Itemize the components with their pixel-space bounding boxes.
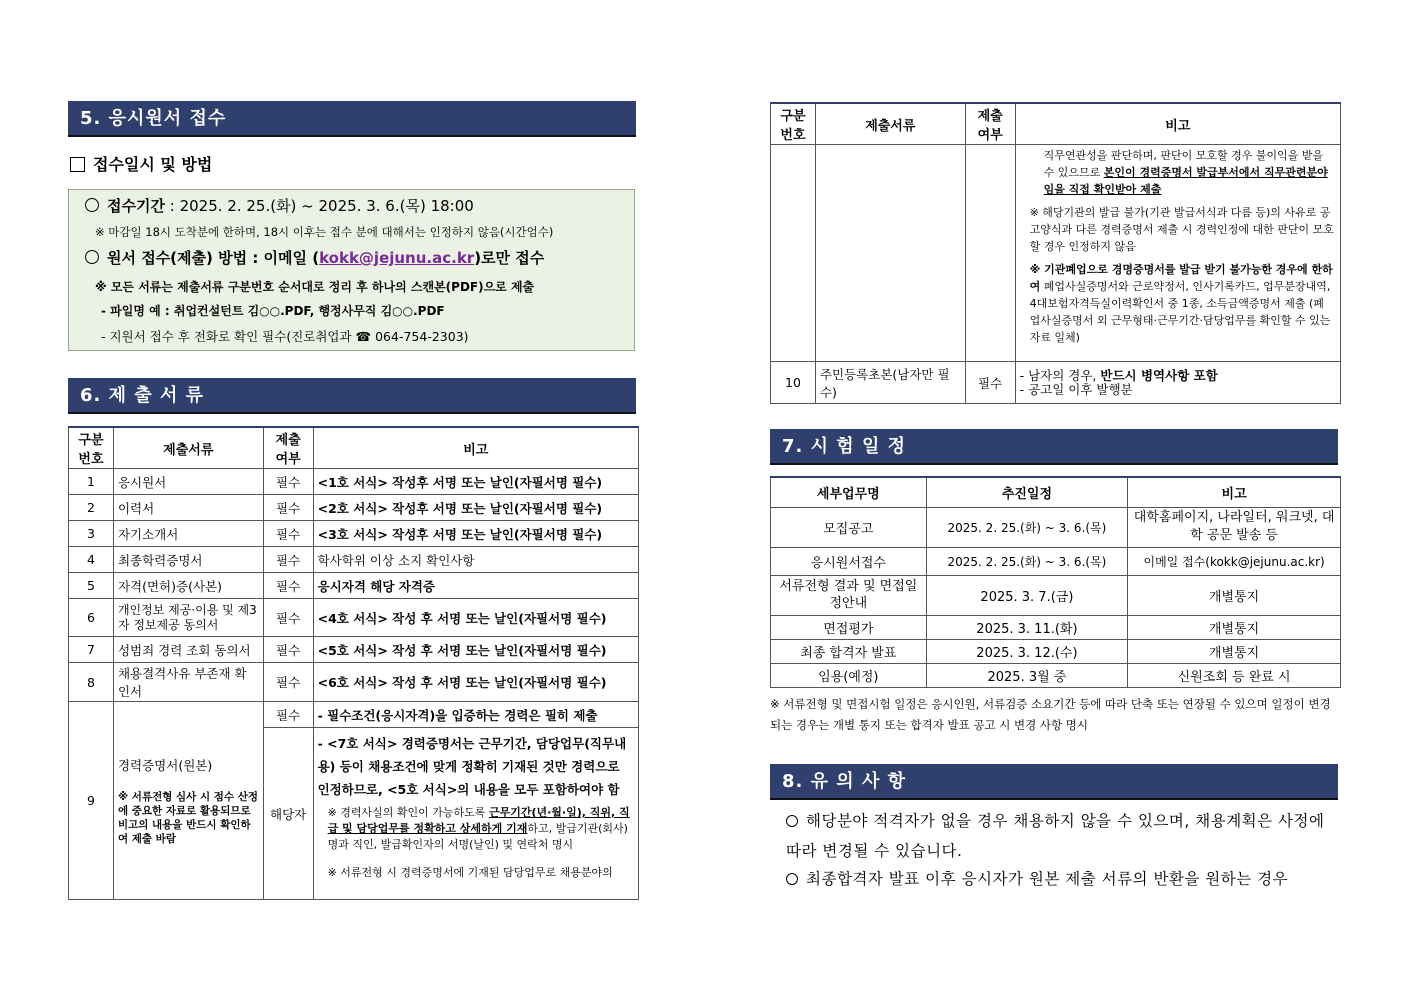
cell-no: 3	[69, 521, 114, 547]
table-row	[771, 663, 1341, 687]
cell-doc: 채용결격사유 부존재 확인서	[113, 663, 263, 702]
cell-req: 필수	[263, 637, 313, 663]
table-row	[771, 639, 1341, 663]
cell-no: 5	[69, 573, 114, 599]
period-label: 접수기간	[107, 197, 165, 215]
period-line	[85, 195, 474, 216]
cell-date: 2025. 2. 25.(화) ~ 3. 6.(목)	[926, 547, 1128, 575]
table-row	[69, 663, 639, 702]
cell-no: 8	[69, 663, 114, 702]
cell-no: 4	[69, 547, 114, 573]
cell-remark: 개별통지	[1128, 615, 1341, 639]
cell-no: 2	[69, 495, 114, 521]
section-6-header: 6. 제 출 서 류	[68, 378, 636, 414]
header-note: 비고	[1015, 103, 1340, 145]
header-note: 비고	[313, 427, 638, 469]
method-post: )로만 접수	[474, 249, 545, 267]
header-doc: 제출서류	[113, 427, 263, 469]
cell-doc: 자기소개서	[113, 521, 263, 547]
cell-remark: 신원조회 등 완료 시	[1128, 663, 1341, 687]
row9-doc-note: ※ 서류전형 심사 시 점수 산정에 중요한 자료로 활용되므로 비고의 내용을 반드시 확인하여 제출 바람	[117, 790, 258, 845]
cell-note: <3호 서식> 작성후 서명 또는 날인(자필서명 필수)	[313, 521, 638, 547]
table-row	[69, 637, 639, 663]
table-row	[771, 362, 1341, 404]
cell-doc	[815, 145, 965, 362]
cell-date: 2025. 2. 25.(화) ~ 3. 6.(목)	[926, 507, 1128, 547]
circle-bullet-icon	[786, 873, 798, 885]
cell-no: 1	[69, 469, 114, 495]
note-1: ※ 모든 서류는 제출서류 구분번호 순서대로 정리 후 하나의 스캔본(PDF)으로 제출	[95, 280, 535, 294]
row9-note3b: 근무기간(년·월·일), 직위, 직급 및 담당업무를 정확하고 상세하게 기재	[327, 806, 630, 835]
row10-note1a: - 남자의 경우,	[1019, 367, 1097, 383]
cell-req: 필수	[965, 362, 1015, 404]
cell-note	[313, 728, 638, 900]
cell-no: 6	[69, 599, 114, 637]
cell-req: 필수	[263, 495, 313, 521]
schedule-note: ※ 서류전형 및 면접시험 일정은 응시인원, 서류검증 소요기간 등에 따라 단축 또는 연장될 수 있으며 일정이 변경되는 경우는 개별 통지 또는 합격자 발표 공고 시 변경 사항 명시	[770, 697, 1331, 732]
row9-note3a: ※ 경력사실의 확인이 가능하도록	[327, 806, 486, 819]
cont-p1	[1030, 147, 1334, 198]
cell-date: 2025. 3. 11.(화)	[926, 615, 1128, 639]
email-link[interactable]: kokk@jejunu.ac.kr	[319, 249, 475, 267]
row10-note1	[1020, 369, 1336, 383]
cell-doc: 주민등록초본(남자만 필수)	[815, 362, 965, 404]
period-value: : 2025. 2. 25.(화) ~ 2025. 3. 6.(목) 18:00	[169, 197, 474, 215]
method-label: 원서 접수(제출) 방법	[107, 249, 248, 267]
cell-note: <5호 서식> 작성 후 서명 또는 날인(자필서명 필수)	[313, 637, 638, 663]
header-no: 구분 번호	[771, 103, 816, 145]
caution-item-2	[786, 864, 1346, 894]
table-row	[69, 469, 639, 495]
cell-task: 응시원서접수	[771, 547, 927, 575]
cell-note	[1015, 145, 1340, 362]
header-task: 세부업무명	[771, 477, 927, 507]
row9-note4: ※ 서류전형 시 경력증명서에 기재된 담당업무로 채용분야의	[327, 866, 613, 879]
header-doc: 제출서류	[815, 103, 965, 145]
table-row	[69, 495, 639, 521]
row9-doc-title: 경력증명서(원본)	[117, 757, 213, 773]
cell-remark: 개별통지	[1128, 639, 1341, 663]
cell-task: 최종 합격자 발표	[771, 639, 927, 663]
circle-bullet-icon	[85, 198, 99, 212]
circle-bullet-icon	[85, 250, 99, 264]
cell-remark: 개별통지	[1128, 575, 1341, 615]
cell-date: 2025. 3월 중	[926, 663, 1128, 687]
cell-note	[1015, 362, 1340, 404]
cell-doc: 개인정보 제공·이용 및 제3자 정보제공 동의서	[113, 599, 263, 637]
checkbox-icon	[70, 157, 85, 172]
cont-p3	[1030, 261, 1334, 346]
reception-info-box	[68, 189, 635, 351]
cell-note: <6호 서식> 작성 후 서명 또는 날인(자필서명 필수)	[313, 663, 638, 702]
cell-req: 필수	[263, 547, 313, 573]
cell-note: 응시자격 해당 자격증	[313, 573, 638, 599]
section-7-header: 7. 시 험 일 정	[770, 429, 1338, 465]
cell-remark: 대학홈페이지, 나라일터, 워크넷, 대학 공문 발송 등	[1128, 507, 1341, 547]
cell-req: 필수	[263, 663, 313, 702]
table-row	[69, 702, 639, 728]
header-no: 구분 번호	[69, 427, 114, 469]
cell-doc: 최종학력증명서	[113, 547, 263, 573]
method-line	[85, 247, 544, 268]
cell-req: 해당자	[263, 728, 313, 900]
cont-p3b: 폐업사실증명서와 근로약정서, 인사기록카드, 업무분장내역, 4대보험자격득실이력확인서 중 1종, 소득금액증명서 제출 (폐업사실증명서 외 근무형태·근무기간·담당업무를 확인할 수 있는 자료 일체)	[1029, 280, 1331, 344]
header-remark: 비고	[1128, 477, 1341, 507]
circle-bullet-icon	[786, 815, 798, 827]
cont-p2: ※ 해당기관의 발급 불가(기관 발급서식과 다름 등)의 사유로 공고양식과 다른 경력증명서 제출 시 경력인정에 대한 판단이 모호할 경우 인정하지 않음	[1029, 206, 1334, 253]
cell-req: 필수	[263, 521, 313, 547]
section-8-header: 8. 유 의 사 항	[770, 764, 1338, 800]
header-date: 추진일정	[926, 477, 1128, 507]
cell-req: 필수	[263, 599, 313, 637]
table-row	[69, 547, 639, 573]
caution-item-1	[786, 806, 1338, 866]
schedule-table	[770, 476, 1341, 688]
cell-doc: 이력서	[113, 495, 263, 521]
table-row	[771, 145, 1341, 362]
table-row	[771, 615, 1341, 639]
cont-p1a: 직무연관성을 판단하며, 판단이 모호할 경우 불이익을 받을 수 있으므로	[1043, 149, 1324, 179]
header-req: 제출 여부	[965, 103, 1015, 145]
row9-note3c: 하고, 발급기관(회사)명과 직인, 발급확인자의 서명(날인) 및 연락처 명시	[327, 822, 628, 851]
header-req: 제출 여부	[263, 427, 313, 469]
cell-note: <1호 서식> 작성후 서명 또는 날인(자필서명 필수)	[313, 469, 638, 495]
cell-remark: 이메일 접수(kokk@jejunu.ac.kr)	[1128, 547, 1341, 575]
row10-note2: - 공고일 이후 발행분	[1019, 381, 1133, 397]
method-pre: : 이메일 (	[252, 249, 320, 267]
cell-no: 10	[771, 362, 816, 404]
reception-subtitle	[70, 152, 212, 175]
table-row	[771, 547, 1341, 575]
caution-item-1-text: 해당분야 적격자가 없을 경우 채용하지 않을 수 있으며, 채용계획은 사정에 따라 변경될 수 있습니다.	[786, 812, 1325, 860]
cell-doc	[113, 702, 263, 900]
cell-date: 2025. 3. 7.(금)	[926, 575, 1128, 615]
note-3: - 지원서 접수 후 전화로 확인 필수(진로취업과 ☎ 064-754-2303)	[101, 329, 469, 344]
cell-req: 필수	[263, 469, 313, 495]
cell-note: 학사학위 이상 소지 확인사항	[313, 547, 638, 573]
cell-doc: 응시원서	[113, 469, 263, 495]
row9-note3	[318, 805, 634, 853]
cell-note: <4호 서식> 작성 후 서명 또는 날인(자필서명 필수)	[313, 599, 638, 637]
table-row	[69, 573, 639, 599]
documents-table	[68, 426, 639, 900]
row9-note2: - <7호 서식> 경력증명서는 근무기간, 담당업무(직무내용) 등이 채용조건에 맞게 정확히 기재된 것만 경력으로 인정하므로, <5호 서식>의 내용을 모두 포함하여야 함	[317, 736, 627, 797]
documents-table-continued	[770, 102, 1341, 404]
cell-req: 필수	[263, 702, 313, 728]
cell-req	[965, 145, 1015, 362]
cell-task: 서류전형 결과 및 면접일정안내	[771, 575, 927, 615]
table-row	[69, 599, 639, 637]
cell-no: 9	[69, 702, 114, 900]
cell-doc: 성범죄 경력 조회 동의서	[113, 637, 263, 663]
cell-req: 필수	[263, 573, 313, 599]
caution-item-2-text: 최종합격자 발표 이후 응시자가 원본 제출 서류의 반환을 원하는 경우	[806, 870, 1289, 888]
row10-note1b: 반드시 병역사항 포함	[1100, 367, 1218, 383]
section-5-header: 5. 응시원서 접수	[68, 101, 636, 137]
cell-note: <2호 서식> 작성후 서명 또는 날인(자필서명 필수)	[313, 495, 638, 521]
cell-task: 모집공고	[771, 507, 927, 547]
period-note: ※ 마감일 18시 도착분에 한하며, 18시 이후는 접수 분에 대해서는 인정하지 않음(시간엄수)	[95, 225, 554, 239]
table-row	[771, 507, 1341, 547]
cell-task: 면접평가	[771, 615, 927, 639]
table-row	[69, 521, 639, 547]
table-row	[771, 575, 1341, 615]
cell-task: 임용(예정)	[771, 663, 927, 687]
cell-doc: 자격(면허)증(사본)	[113, 573, 263, 599]
reception-subtitle-text: 접수일시 및 방법	[93, 155, 213, 174]
cell-no	[771, 145, 816, 362]
note-2: - 파일명 예 : 취업컨설턴트 김○○.PDF, 행정사무직 김○○.PDF	[101, 304, 445, 318]
cell-date: 2025. 3. 12.(수)	[926, 639, 1128, 663]
cont-p1b: 본인이 경력증명서 발급부서에서 직무관련분야임을 직접 확인받아 제출	[1043, 166, 1328, 196]
cont-p3a: ※ 기관폐업으로 경명증명서를 발급 받기 불가능한 경우에 한하여	[1029, 263, 1333, 293]
cell-note: - 필수조건(응시자격)을 입증하는 경력은 필히 제출	[313, 702, 638, 728]
cell-no: 7	[69, 637, 114, 663]
